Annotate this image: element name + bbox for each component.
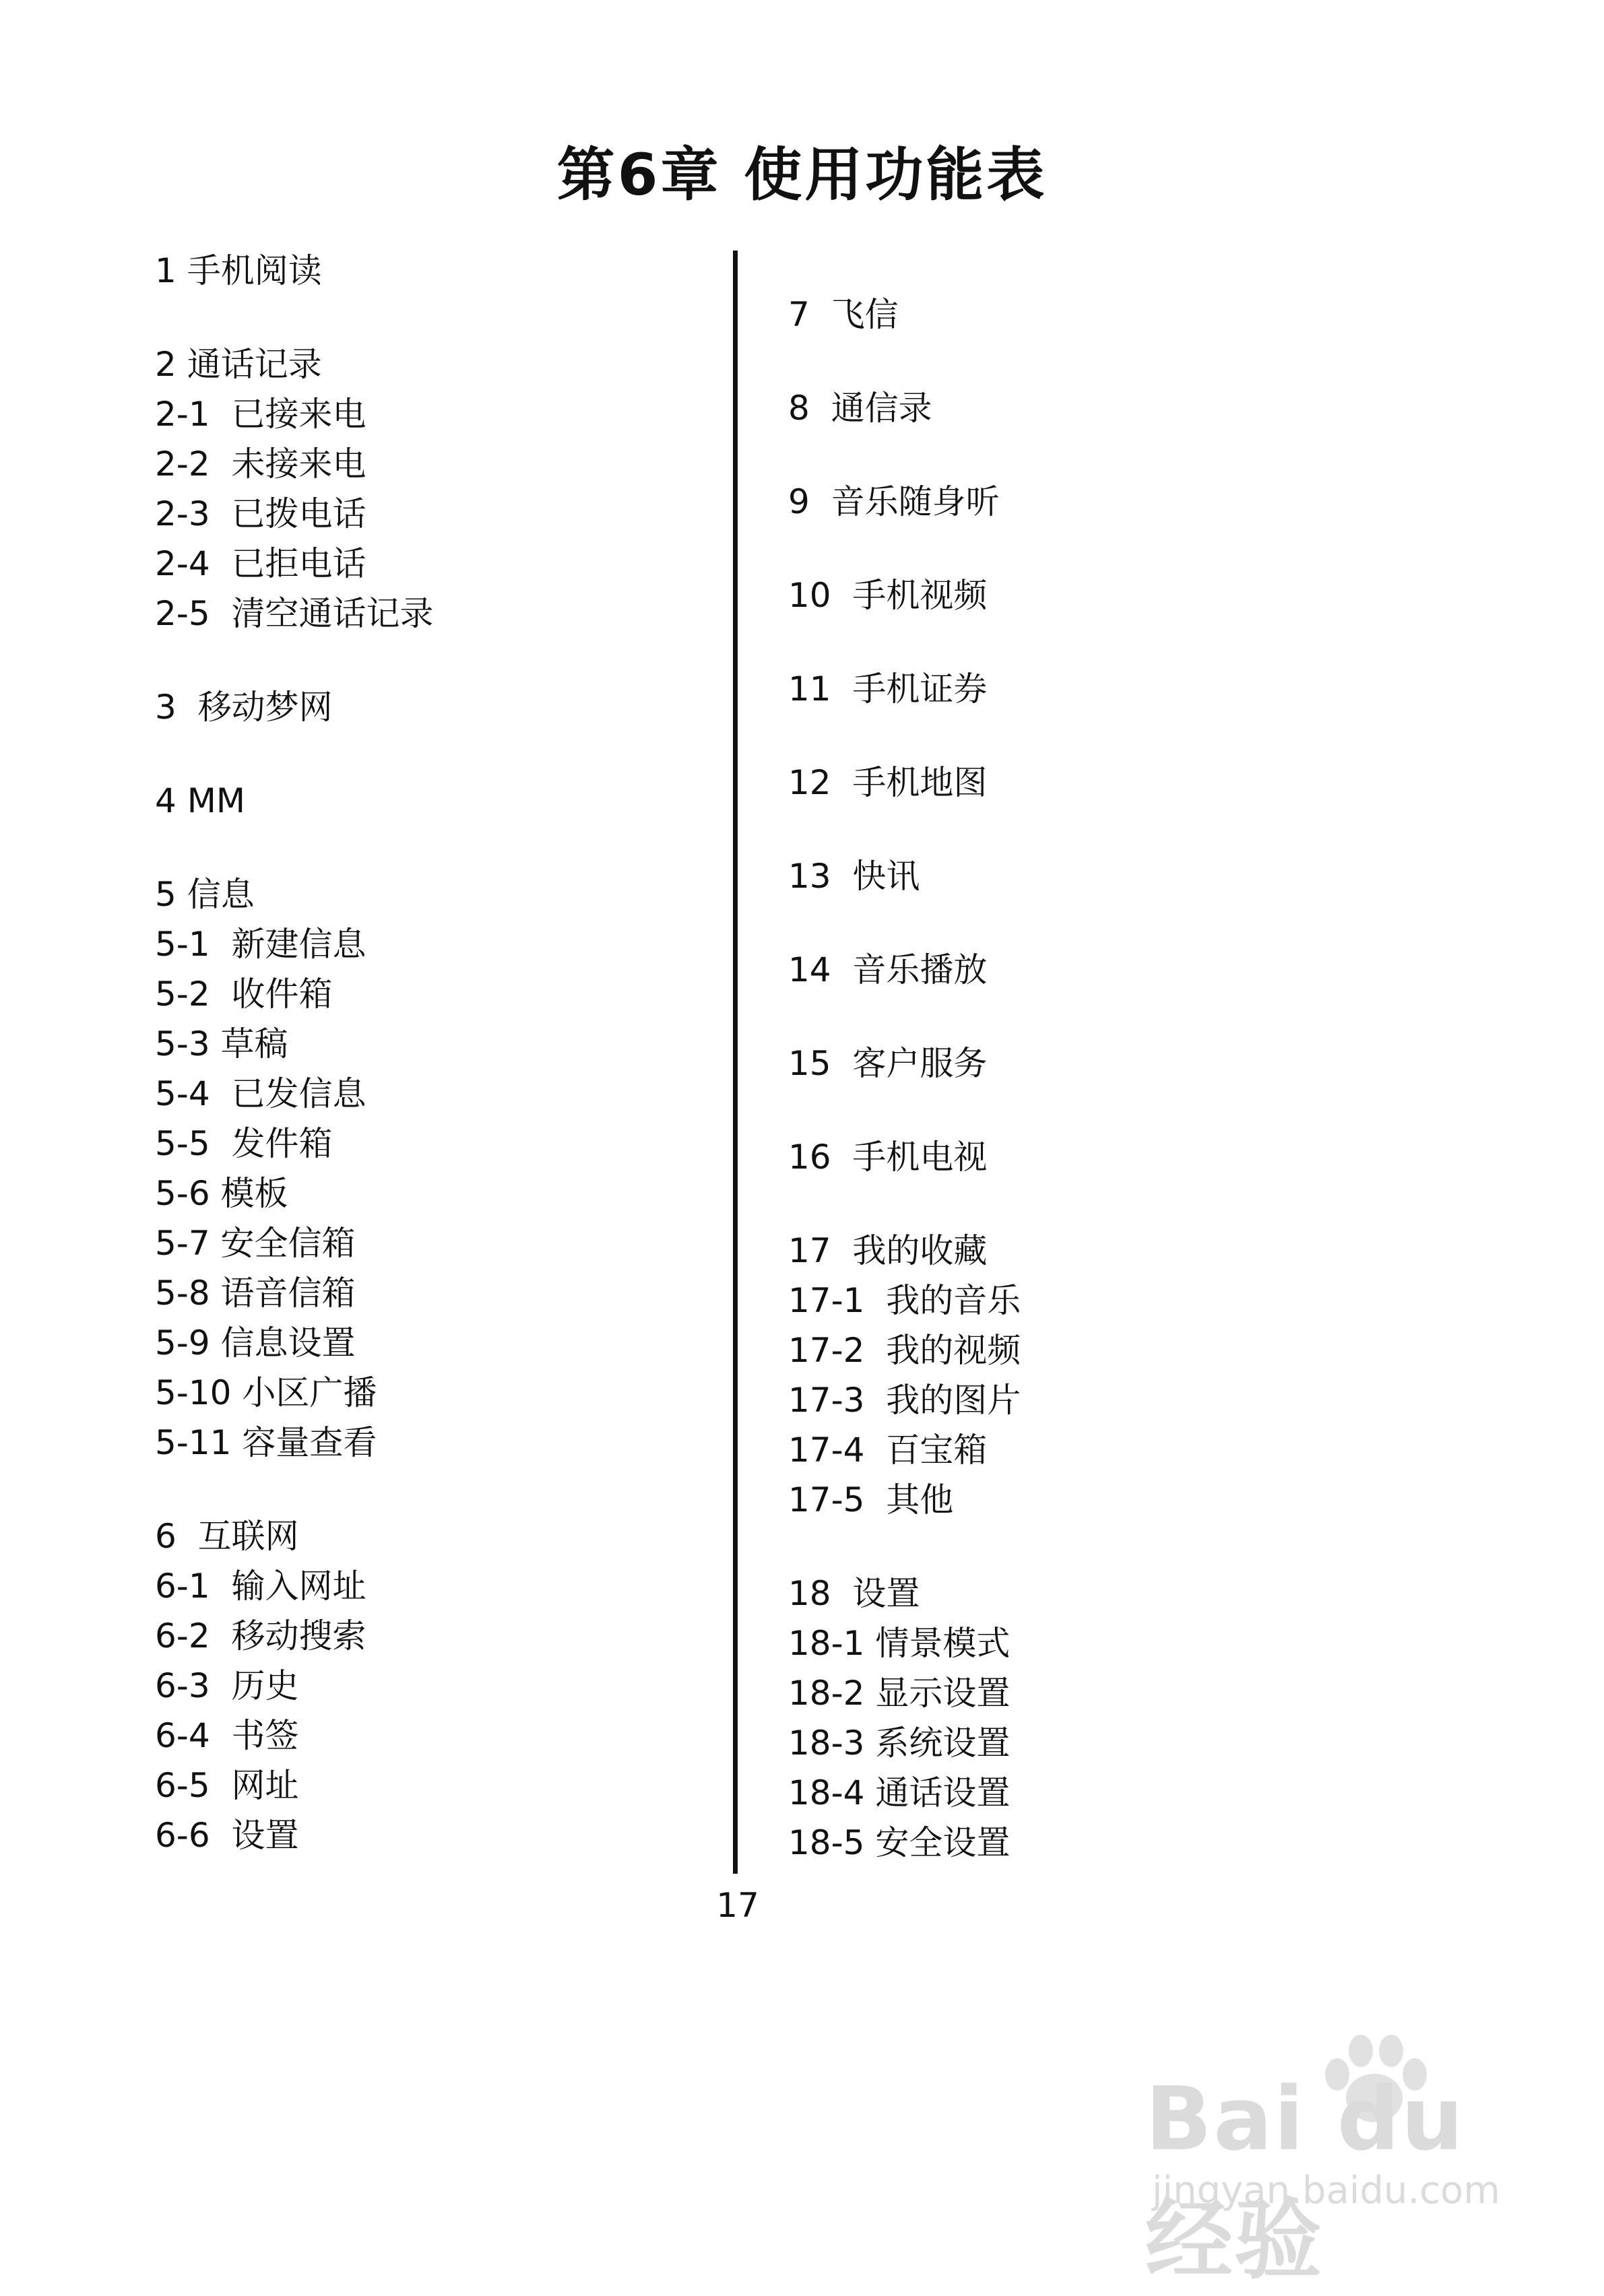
menu-item: 13 快讯: [788, 857, 920, 896]
menu-item: 5-7 安全信箱: [155, 1224, 356, 1263]
menu-item: 5-8 语音信箱: [155, 1274, 356, 1313]
baidu-watermark: [1145, 2027, 1563, 2291]
menu-item: 5-3 草稿: [155, 1024, 288, 1063]
menu-item: 6-4 书签: [155, 1716, 299, 1755]
chapter-title: 第6章 使用功能表: [556, 141, 1048, 209]
menu-item: 18 设置: [788, 1574, 920, 1613]
left-menu-column: [155, 246, 694, 1860]
menu-item: 1 手机阅读: [155, 251, 322, 290]
menu-item: 18-4 通话设置: [788, 1773, 1010, 1812]
menu-item: 2 通话记录: [155, 345, 322, 384]
menu-item: 17-5 其他: [788, 1480, 954, 1519]
menu-item: 18-1 情景模式: [788, 1624, 1010, 1663]
menu-item: 11 手机证券: [788, 669, 988, 709]
menu-item: 6-5 网址: [155, 1766, 299, 1805]
menu-item: 6-1 输入网址: [155, 1567, 366, 1606]
menu-item: 2-1 已接来电: [155, 395, 366, 434]
page-number: 17: [716, 1886, 759, 1925]
watermark-url: jingyan.baidu.com: [1152, 2169, 1500, 2212]
menu-item: 6 互联网: [155, 1517, 299, 1556]
menu-item: 2-2 未接来电: [155, 445, 366, 484]
menu-item: 5-6 模板: [155, 1174, 288, 1213]
menu-item: 5 信息: [155, 875, 255, 914]
menu-item: 2-3 已拨电话: [155, 494, 366, 533]
column-divider: [733, 251, 738, 1874]
menu-item: 17-1 我的音乐: [788, 1281, 1021, 1320]
menu-item: 12 手机地图: [788, 763, 988, 802]
menu-item: 2-4 已拒电话: [155, 544, 366, 583]
menu-item: 5-5 发件箱: [155, 1124, 333, 1163]
menu-item: 17-4 百宝箱: [788, 1431, 988, 1470]
menu-item: 17-3 我的图片: [788, 1381, 1021, 1420]
menu-item: 18-3 系统设置: [788, 1724, 1010, 1763]
menu-item: 5-2 收件箱: [155, 975, 333, 1014]
menu-item: 7 飞信: [788, 295, 899, 334]
menu-item: 17-2 我的视频: [788, 1331, 1021, 1370]
menu-item: 3 移动梦网: [155, 688, 333, 727]
menu-item: 5-10 小区广播: [155, 1373, 377, 1412]
menu-item: 6-6 设置: [155, 1816, 299, 1855]
menu-item: 5-11 容量查看: [155, 1423, 377, 1462]
menu-item: 4 MM: [155, 781, 245, 820]
right-menu-column: [788, 290, 1394, 1868]
menu-item: 17 我的收藏: [788, 1231, 988, 1270]
menu-item: 18-5 安全设置: [788, 1823, 1010, 1862]
menu-item: 18-2 显示设置: [788, 1674, 1010, 1713]
menu-item: 15 客户服务: [788, 1044, 988, 1083]
menu-item: 10 手机视频: [788, 576, 988, 615]
menu-item: 2-5 清空通话记录: [155, 594, 434, 633]
menu-item: 5-9 信息设置: [155, 1323, 356, 1363]
menu-item: 16 手机电视: [788, 1138, 988, 1177]
menu-item: 8 通信录: [788, 389, 932, 428]
watermark-logo-text: Bai du 经验: [1145, 2068, 1465, 2291]
menu-item: 9 音乐随身听: [788, 482, 1000, 521]
menu-item: 6-3 历史: [155, 1666, 299, 1705]
menu-item: 6-2 移动搜索: [155, 1616, 366, 1655]
menu-item: 5-4 已发信息: [155, 1074, 366, 1113]
menu-item: 5-1 新建信息: [155, 925, 366, 964]
menu-item: 14 音乐播放: [788, 950, 988, 989]
